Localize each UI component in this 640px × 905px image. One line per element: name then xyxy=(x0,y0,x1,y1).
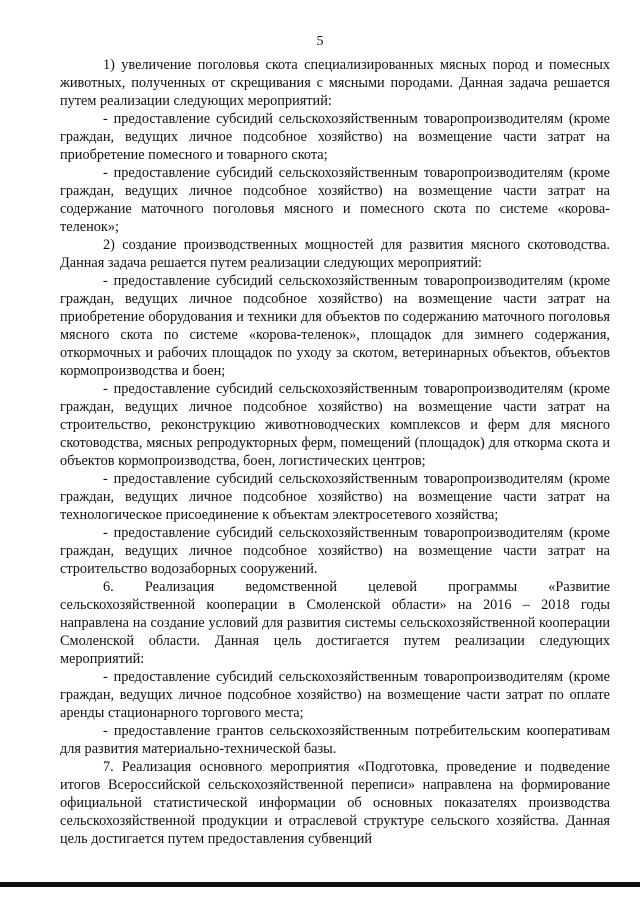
paragraph-subsidy-equipment: - предоставление субсидий сельскохозяйственным товаропроизводителям (кроме граждан, ведущих личное подсобное хозяйство) на возмещение части затрат на приобретение оборудования и техники для объектов по содержанию маточного поголовья мясного скота по системе «корова-теленок», площадок для зимнего содержания, откормочных и рабочих площадок по уходу за скотом, ветеринарных объектов, объектов кормопроизводства и боен; xyxy=(60,273,610,379)
paragraph-subsidy-grid-connection: - предоставление субсидий сельскохозяйственным товаропроизводителям (кроме граждан, ведущих личное подсобное хозяйство) на возмещение части затрат на технологическое присоединение к объектам электросетевого хозяйства; xyxy=(60,471,610,523)
paragraph-subsidy-purchase-cattle: - предоставление субсидий сельскохозяйственным товаропроизводителям (кроме граждан, ведущих личное подсобное хозяйство) на возмещение части затрат на приобретение помесного и товарного скота; xyxy=(60,111,610,163)
document-body xyxy=(60,56,610,848)
page-number: 5 xyxy=(316,34,324,49)
paragraph-item-6: 6. Реализация ведомственной целевой программы «Развитие сельскохозяйственной кооперации в Смоленской области» на 2016 – 2018 годы направлена на создание условий для развития системы сельскохозяйственной кооперации Смоленской области. Данная цель достигается путем реализации следующих мероприятий: xyxy=(60,579,610,667)
paragraph-item-7: 7. Реализация основного мероприятия «Подготовка, проведение и подведение итогов Всероссийской сельскохозяйственной переписи» направлена на формирование официальной статистической информации об основных показателях производства сельскохозяйственной продукции и отраслевой структуре сельского хозяйства. Данная цель достигается путем предоставления субвенций xyxy=(60,759,610,847)
paragraph-subsidy-construction: - предоставление субсидий сельскохозяйственным товаропроизводителям (кроме граждан, ведущих личное подсобное хозяйство) на возмещение части затрат на строительство, реконструкцию животноводческих комплексов и ферм для мясного скотоводства, мясных репродукторных ферм, помещений (площадок) для откорма скота и объектов кормопроизводства, боен, логистических центров; xyxy=(60,381,610,469)
paragraph-task-1: 1) увеличение поголовья скота специализированных мясных пород и помесных животных, полученных от скрещивания с мясными породами. Данная задача решается путем реализации следующих мероприятий: xyxy=(60,57,610,109)
paragraph-grants: - предоставление грантов сельскохозяйственным потребительским кооперативам для развития материально-технической базы. xyxy=(60,723,610,757)
paragraph-subsidy-water-intake: - предоставление субсидий сельскохозяйственным товаропроизводителям (кроме граждан, ведущих личное подсобное хозяйство) на возмещение части затрат на строительство водозаборных сооружений. xyxy=(60,525,610,577)
paragraph-task-2: 2) создание производственных мощностей для развития мясного скотоводства. Данная задача решается путем реализации следующих мероприятий: xyxy=(60,237,610,271)
paragraph-subsidy-cow-calf: - предоставление субсидий сельскохозяйственным товаропроизводителям (кроме граждан, ведущих личное подсобное хозяйство) на возмещение части затрат на содержание маточного поголовья мясного и помесного скота по системе «корова-теленок»; xyxy=(60,165,610,235)
paragraph-subsidy-rent: - предоставление субсидий сельскохозяйственным товаропроизводителям (кроме граждан, ведущих личное подсобное хозяйство) на возмещение части затрат по оплате аренды стационарного торгового места; xyxy=(60,669,610,721)
scan-bottom-edge xyxy=(0,882,640,887)
